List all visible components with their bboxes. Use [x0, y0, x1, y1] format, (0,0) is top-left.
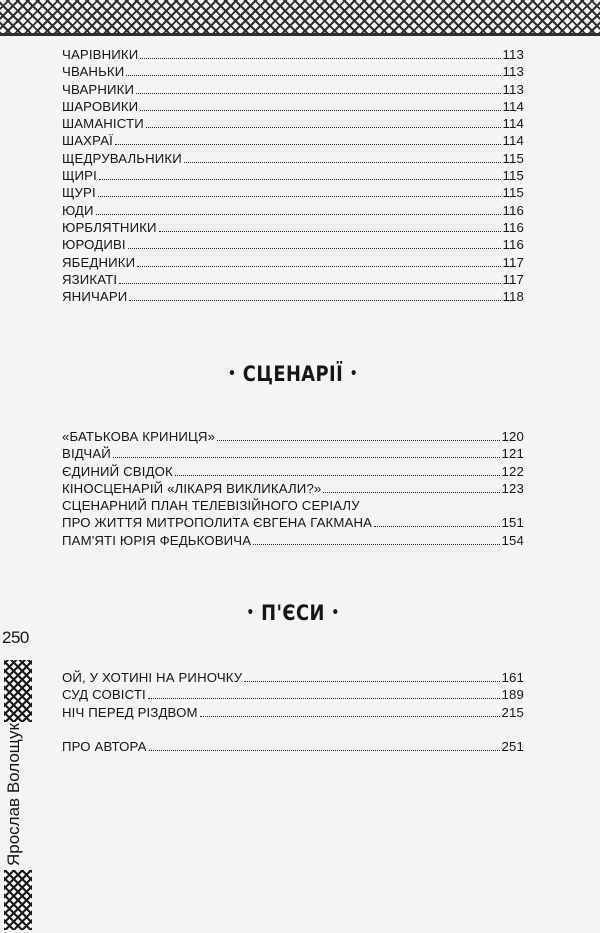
- toc-entry[interactable]: [62, 167, 524, 184]
- toc-entry[interactable]: [62, 63, 524, 80]
- toc-entry-title: ЩЕДРУВАЛЬНИКИ: [62, 150, 182, 166]
- toc-dot-leader: [140, 110, 500, 111]
- toc-dot-leader: [126, 75, 500, 76]
- toc-entry-page: 115: [502, 168, 524, 184]
- toc-dot-leader: [115, 144, 501, 145]
- toc-entry[interactable]: [62, 46, 524, 63]
- toc-entry[interactable]: [62, 98, 524, 115]
- toc-dot-leader: [159, 231, 501, 232]
- toc-entry-page: 118: [502, 289, 524, 305]
- toc-entry[interactable]: [62, 132, 524, 149]
- toc-entry-title: ОЙ, У ХОТИНІ НА РИНОЧКУ: [62, 670, 243, 685]
- toc-entry-title: ЧВАНЬКИ: [62, 64, 125, 80]
- toc-dot-leader: [98, 196, 501, 197]
- toc-entry[interactable]: [62, 150, 524, 167]
- margin-ornament-top: [4, 660, 32, 722]
- toc-entry-title: ШАРОВИКИ: [62, 98, 139, 114]
- toc-entry-page: 115: [502, 150, 524, 166]
- margin-ornament-bottom: [4, 870, 32, 930]
- author-name-vertical: Ярослав Волощук: [4, 723, 23, 866]
- toc-dot-leader: [99, 179, 501, 180]
- page-number: 250: [2, 628, 29, 647]
- toc-entry-page: 116: [502, 202, 524, 218]
- bullet-icon: •: [349, 366, 358, 382]
- toc-entry-title: ЧАРІВНИКИ: [62, 47, 139, 62]
- toc-entry-continued[interactable]: [62, 497, 524, 514]
- toc-dot-leader: [119, 283, 500, 284]
- bullet-icon: •: [228, 366, 237, 382]
- toc-entry[interactable]: [62, 669, 524, 686]
- toc-entry-title: ЧВАРНИКИ: [62, 81, 135, 97]
- toc-entry-page: 123: [501, 480, 524, 496]
- toc-dot-leader: [137, 266, 500, 267]
- toc-entry-title: ЄДИНИЙ СВІДОК: [62, 463, 173, 479]
- toc-entry[interactable]: [62, 704, 524, 721]
- toc-entry-title: ЩИРІ: [62, 168, 97, 184]
- toc-entry[interactable]: [62, 428, 524, 445]
- toc-entry-title: ЩУРІ: [62, 185, 96, 201]
- toc-entry[interactable]: [62, 514, 524, 531]
- top-ornament-border: [0, 0, 600, 34]
- toc-entry-page: 161: [501, 670, 524, 685]
- toc-entry[interactable]: [62, 219, 524, 236]
- toc-entry-title: ВІДЧАЙ: [62, 446, 111, 462]
- toc-entry[interactable]: [62, 288, 524, 305]
- toc-entry[interactable]: [62, 532, 524, 549]
- section-heading-scenarios: [97, 362, 490, 386]
- toc-entry-title: ЮРОДИВІ: [62, 237, 126, 253]
- toc-entry-title: «БАТЬКОВА КРИНИЦЯ»: [62, 429, 216, 444]
- toc-entry-page: 189: [501, 687, 524, 703]
- toc-entry[interactable]: [62, 738, 524, 755]
- toc-dot-leader: [244, 681, 499, 682]
- toc-entry-page: 113: [502, 47, 524, 62]
- toc-entry-title: ЯБЕДНИКИ: [62, 254, 136, 270]
- toc-entry-title: ЮРБЛЯТНИКИ: [62, 219, 157, 235]
- toc-entry-title: СЦЕНАРНИЙ ПЛАН ТЕЛЕВІЗІЙНОГО СЕРІАЛУ: [62, 498, 360, 514]
- section-title: СЦЕНАРІЇ: [242, 362, 344, 386]
- toc-dot-leader: [374, 526, 499, 527]
- toc-entry-title: ШАМАНІСТИ: [62, 116, 144, 132]
- toc-entry-page: 115: [502, 185, 524, 201]
- toc-entry-title: КІНОСЦЕНАРІЙ «ЛІКАРЯ ВИКЛИКАЛИ?»: [62, 480, 322, 496]
- toc-list-about: [62, 738, 524, 755]
- section-heading-plays: [97, 601, 490, 625]
- toc-entry[interactable]: [62, 445, 524, 462]
- toc-entry-title: НІЧ ПЕРЕД РІЗДВОМ: [62, 704, 198, 720]
- toc-entry-page: 117: [502, 271, 524, 287]
- toc-entry-page: 116: [502, 219, 524, 235]
- toc-list-plays: [62, 669, 524, 721]
- toc-entry-title: СУД СОВІСТІ: [62, 687, 146, 703]
- toc-dot-leader: [184, 162, 501, 163]
- toc-entry[interactable]: [62, 81, 524, 98]
- toc-entry-page: 151: [501, 515, 524, 531]
- toc-entry-page: 122: [501, 463, 524, 479]
- toc-dot-leader: [148, 698, 500, 699]
- toc-list-scenarios: [62, 428, 524, 549]
- toc-entry-page: 116: [502, 237, 524, 253]
- toc-entry[interactable]: [62, 686, 524, 703]
- toc-entry[interactable]: [62, 254, 524, 271]
- toc-entry-title: ПРО АВТОРА: [62, 739, 147, 754]
- toc-entry[interactable]: [62, 480, 524, 497]
- toc-dot-leader: [323, 492, 499, 493]
- toc-entry-page: 121: [501, 446, 524, 462]
- toc-entry-title: ПАМ'ЯТІ ЮРІЯ ФЕДЬКОВИЧА: [62, 532, 252, 548]
- toc-entry-page: 114: [502, 98, 524, 114]
- toc-entry[interactable]: [62, 115, 524, 132]
- toc-entry[interactable]: [62, 184, 524, 201]
- toc-dot-leader: [136, 93, 500, 94]
- toc-entry-title: ПРО ЖИТТЯ МИТРОПОЛИТА ЄВГЕНА ГАКМАНА: [62, 515, 373, 531]
- toc-entry-page: 113: [502, 81, 524, 97]
- toc-entry-page: 251: [501, 739, 524, 754]
- toc-entry[interactable]: [62, 463, 524, 480]
- toc-entry-page: 113: [502, 64, 524, 80]
- toc-entry-title: ЮДИ: [62, 202, 94, 218]
- toc-entry-title: ЯНИЧАРИ: [62, 289, 128, 305]
- toc-entry-title: ШАХРАЇ: [62, 133, 113, 149]
- bullet-icon: •: [246, 605, 255, 621]
- toc-dot-leader: [140, 58, 500, 59]
- toc-dot-leader: [253, 544, 499, 545]
- toc-dot-leader: [217, 440, 499, 441]
- toc-dot-leader: [113, 457, 500, 458]
- toc-entry-page: 120: [501, 429, 524, 444]
- toc-entry[interactable]: [62, 271, 524, 288]
- toc-entry-page: 117: [502, 254, 524, 270]
- toc-dot-leader: [129, 300, 500, 301]
- toc-list-group1: [62, 46, 524, 305]
- section-title: П'ЄСИ: [261, 601, 325, 625]
- toc-dot-leader: [175, 475, 500, 476]
- toc-dot-leader: [146, 127, 501, 128]
- toc-entry-page: 154: [501, 532, 524, 548]
- toc-entry-title: ЯЗИКАТІ: [62, 271, 118, 287]
- toc-entry-page: 114: [502, 133, 524, 149]
- toc-entry-page: 215: [501, 704, 524, 720]
- toc-entry[interactable]: [62, 236, 524, 253]
- toc-dot-leader: [200, 716, 500, 717]
- toc-dot-leader: [128, 248, 501, 249]
- toc-entry-page: 114: [502, 116, 524, 132]
- bullet-icon: •: [331, 605, 340, 621]
- toc-entry[interactable]: [62, 202, 524, 219]
- toc-dot-leader: [96, 214, 501, 215]
- toc-dot-leader: [149, 750, 500, 751]
